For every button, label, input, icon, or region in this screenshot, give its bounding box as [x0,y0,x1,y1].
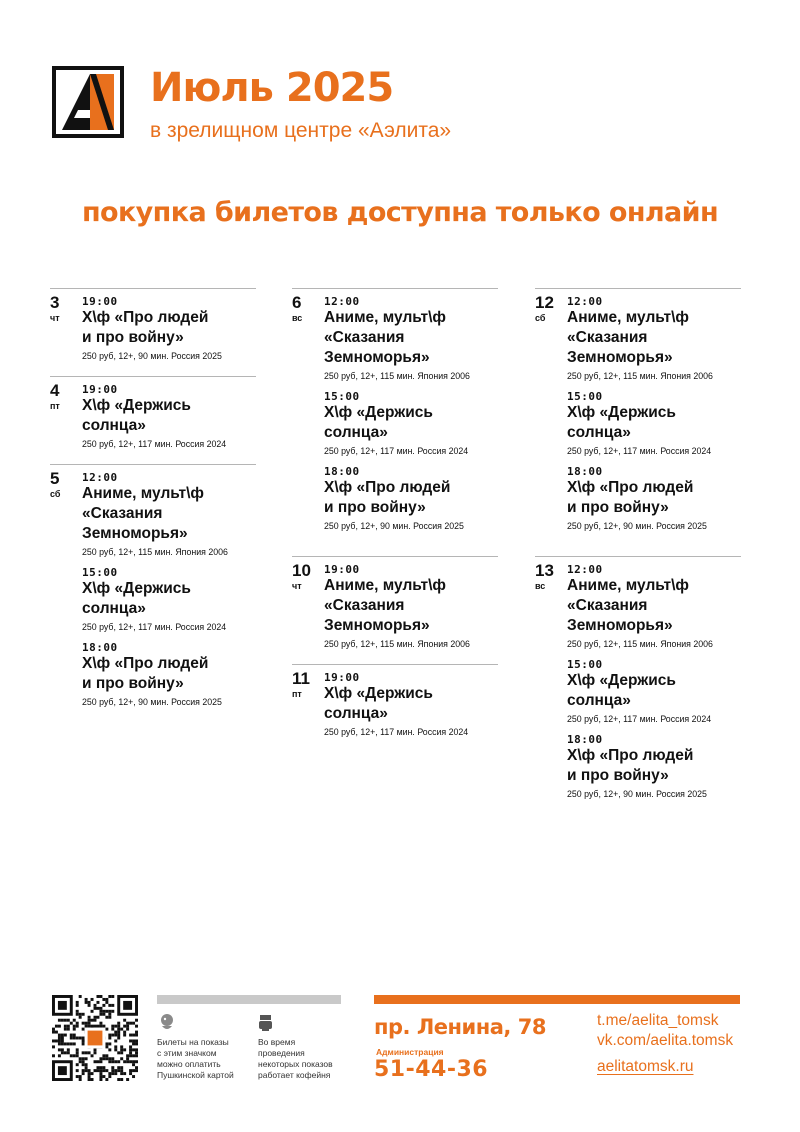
aelita-logo-icon [52,66,124,138]
screening-info: 250 руб, 12+, 117 мин. Россия 2024 [324,446,469,456]
screening-info: 250 руб, 12+, 115 мин. Япония 2006 [567,639,713,649]
screening-info: 250 руб, 12+, 115 мин. Япония 2006 [567,371,713,381]
screening[interactable] [324,671,498,738]
film-title-line: «Сказания Земноморья» [324,329,430,366]
screening-info: 250 руб, 12+, 90 мин. Россия 2025 [82,697,222,707]
screening-time: 19:00 [324,563,360,576]
day-block [535,556,741,814]
day-block [50,376,256,464]
divider-bar [157,995,341,1004]
screening[interactable] [82,566,256,633]
day-weekday: чт [292,581,302,591]
screening-info: 250 руб, 12+, 115 мин. Япония 2006 [82,547,228,557]
screening-time: 19:00 [82,383,118,396]
website-link[interactable]: aelitatomsk.ru [597,1058,694,1075]
day-block [292,664,498,752]
film-title [567,478,741,518]
screening[interactable] [567,390,741,457]
film-title-line: Аниме, мульт\ф [567,577,689,594]
film-title-line: и про войну» [82,675,184,692]
screening-time: 12:00 [567,295,603,308]
film-title-line: Х\ф «Про людей [324,479,451,496]
film-title [82,654,256,694]
film-title [82,396,256,436]
film-title-line: Х\ф «Держись солнца» [567,404,676,441]
film-title-line: Х\ф «Держись солнца» [82,580,191,617]
film-title [567,576,741,636]
day-weekday: пт [50,401,60,411]
screening[interactable] [82,641,256,708]
day-number: 13 [535,561,554,580]
screening[interactable] [567,563,741,650]
film-title [324,403,498,443]
screening[interactable] [567,295,741,382]
film-title [324,684,498,724]
film-title-line: и про войну» [567,499,669,516]
schedule-column-3 [535,288,741,814]
film-title-line: Х\ф «Держись солнца» [567,672,676,709]
film-title-line: Х\ф «Про людей [567,747,694,764]
screening-time: 19:00 [324,671,360,684]
qr-code-icon[interactable] [52,995,138,1081]
coffee-icon [257,1012,275,1032]
day-number: 5 [50,469,60,488]
day-number: 6 [292,293,302,312]
accent-bar [374,995,740,1004]
screening[interactable] [567,465,741,532]
film-title-line: Аниме, мульт\ф [567,309,689,326]
film-title-line: «Сказания Земноморья» [82,505,188,542]
film-title [82,579,256,619]
film-title-line: и про войну» [82,329,184,346]
telegram-link[interactable]: t.me/aelita_tomsk [597,1012,719,1029]
film-title-line: Х\ф «Держись солнца» [324,685,433,722]
screening-info: 250 руб, 12+, 90 мин. Россия 2025 [567,521,707,531]
film-title-line: и про войну» [567,767,669,784]
cafe-note: Во время проведения некоторых показов работает кофейня [258,1037,333,1080]
film-title-line: Аниме, мульт\ф [324,577,446,594]
screening-time: 15:00 [567,390,603,403]
film-title [324,576,498,636]
day-number: 10 [292,561,311,580]
screening-info: 250 руб, 12+, 115 мин. Япония 2006 [324,639,470,649]
film-title-line: Х\ф «Держись солнца» [324,404,433,441]
day-block [50,288,256,376]
film-title-line: Х\ф «Про людей [82,309,209,326]
day-block [292,556,498,664]
screening[interactable] [324,563,498,650]
day-weekday: чт [50,313,60,323]
screening[interactable] [567,658,741,725]
screening-time: 18:00 [567,733,603,746]
screening-time: 15:00 [567,658,603,671]
film-title [567,308,741,368]
screening-time: 18:00 [324,465,360,478]
screening-info: 250 руб, 12+, 117 мин. Россия 2024 [567,714,712,724]
film-title-line: «Сказания Земноморья» [567,329,673,366]
admin-phone[interactable]: 51-44-36 [374,1057,489,1082]
film-title [567,671,741,711]
day-number: 11 [292,669,310,688]
day-weekday: пт [292,689,302,699]
screening[interactable] [82,383,256,450]
screening-info: 250 руб, 12+, 117 мин. Россия 2024 [567,446,712,456]
screening-time: 18:00 [567,465,603,478]
film-title-line: Аниме, мульт\ф [324,309,446,326]
screening[interactable] [324,295,498,382]
film-title-line: и про войну» [324,499,426,516]
film-title-line: «Сказания Земноморья» [324,597,430,634]
screening[interactable] [324,390,498,457]
film-title [324,478,498,518]
address: пр. Ленина, 78 [374,1015,546,1039]
screening-info: 250 руб, 12+, 90 мин. Россия 2025 [567,789,707,799]
film-title [567,403,741,443]
screening-info: 250 руб, 12+, 90 мин. Россия 2025 [324,521,464,531]
footer [0,990,800,1090]
screening-time: 12:00 [82,471,118,484]
screening-time: 12:00 [324,295,360,308]
screening-info: 250 руб, 12+, 117 мин. Россия 2024 [82,622,227,632]
film-title [82,484,256,544]
screening-time: 15:00 [82,566,118,579]
day-weekday: вс [292,313,303,323]
vk-link[interactable]: vk.com/aelita.tomsk [597,1032,734,1049]
online-only-notice: покупка билетов доступна только онлайн [81,197,719,228]
screening-info: 250 руб, 12+, 117 мин. Россия 2024 [324,727,469,737]
pushkin-card-icon [158,1012,176,1032]
screening-info: 250 руб, 12+, 115 мин. Япония 2006 [324,371,470,381]
day-weekday: вс [535,581,546,591]
day-weekday: сб [50,489,61,499]
screening[interactable] [567,733,741,800]
schedule-column-2 [292,288,498,752]
screening-info: 250 руб, 12+, 90 мин. Россия 2025 [82,351,222,361]
screening-time: 12:00 [567,563,603,576]
day-block [292,288,498,546]
film-title-line: Х\ф «Про людей [82,655,209,672]
day-number: 3 [50,293,60,312]
film-title [82,308,256,348]
film-title [324,308,498,368]
screening[interactable] [324,465,498,532]
page-title: Июль 2025 [150,65,394,111]
schedule-column-1 [50,288,256,722]
screening-info: 250 руб, 12+, 117 мин. Россия 2024 [82,439,227,449]
film-title-line: Х\ф «Держись солнца» [82,397,191,434]
page-subtitle: в зрелищном центре «Аэлита» [150,119,452,142]
film-title-line: «Сказания Земноморья» [567,597,673,634]
film-title-line: Х\ф «Про людей [567,479,694,496]
day-number: 4 [50,381,60,400]
day-number: 12 [535,293,554,312]
day-block [535,288,741,546]
day-weekday: сб [535,313,546,323]
day-block [50,464,256,722]
screening[interactable] [82,295,256,362]
film-title-line: Аниме, мульт\ф [82,485,204,502]
admin-label: Администрация [376,1047,444,1057]
screening[interactable] [82,471,256,558]
screening-time: 15:00 [324,390,360,403]
screening-time: 18:00 [82,641,118,654]
screening-time: 19:00 [82,295,118,308]
film-title [567,746,741,786]
pushkin-card-note: Билеты на показы с этим значком можно оплатить Пушкинской картой [157,1037,234,1080]
